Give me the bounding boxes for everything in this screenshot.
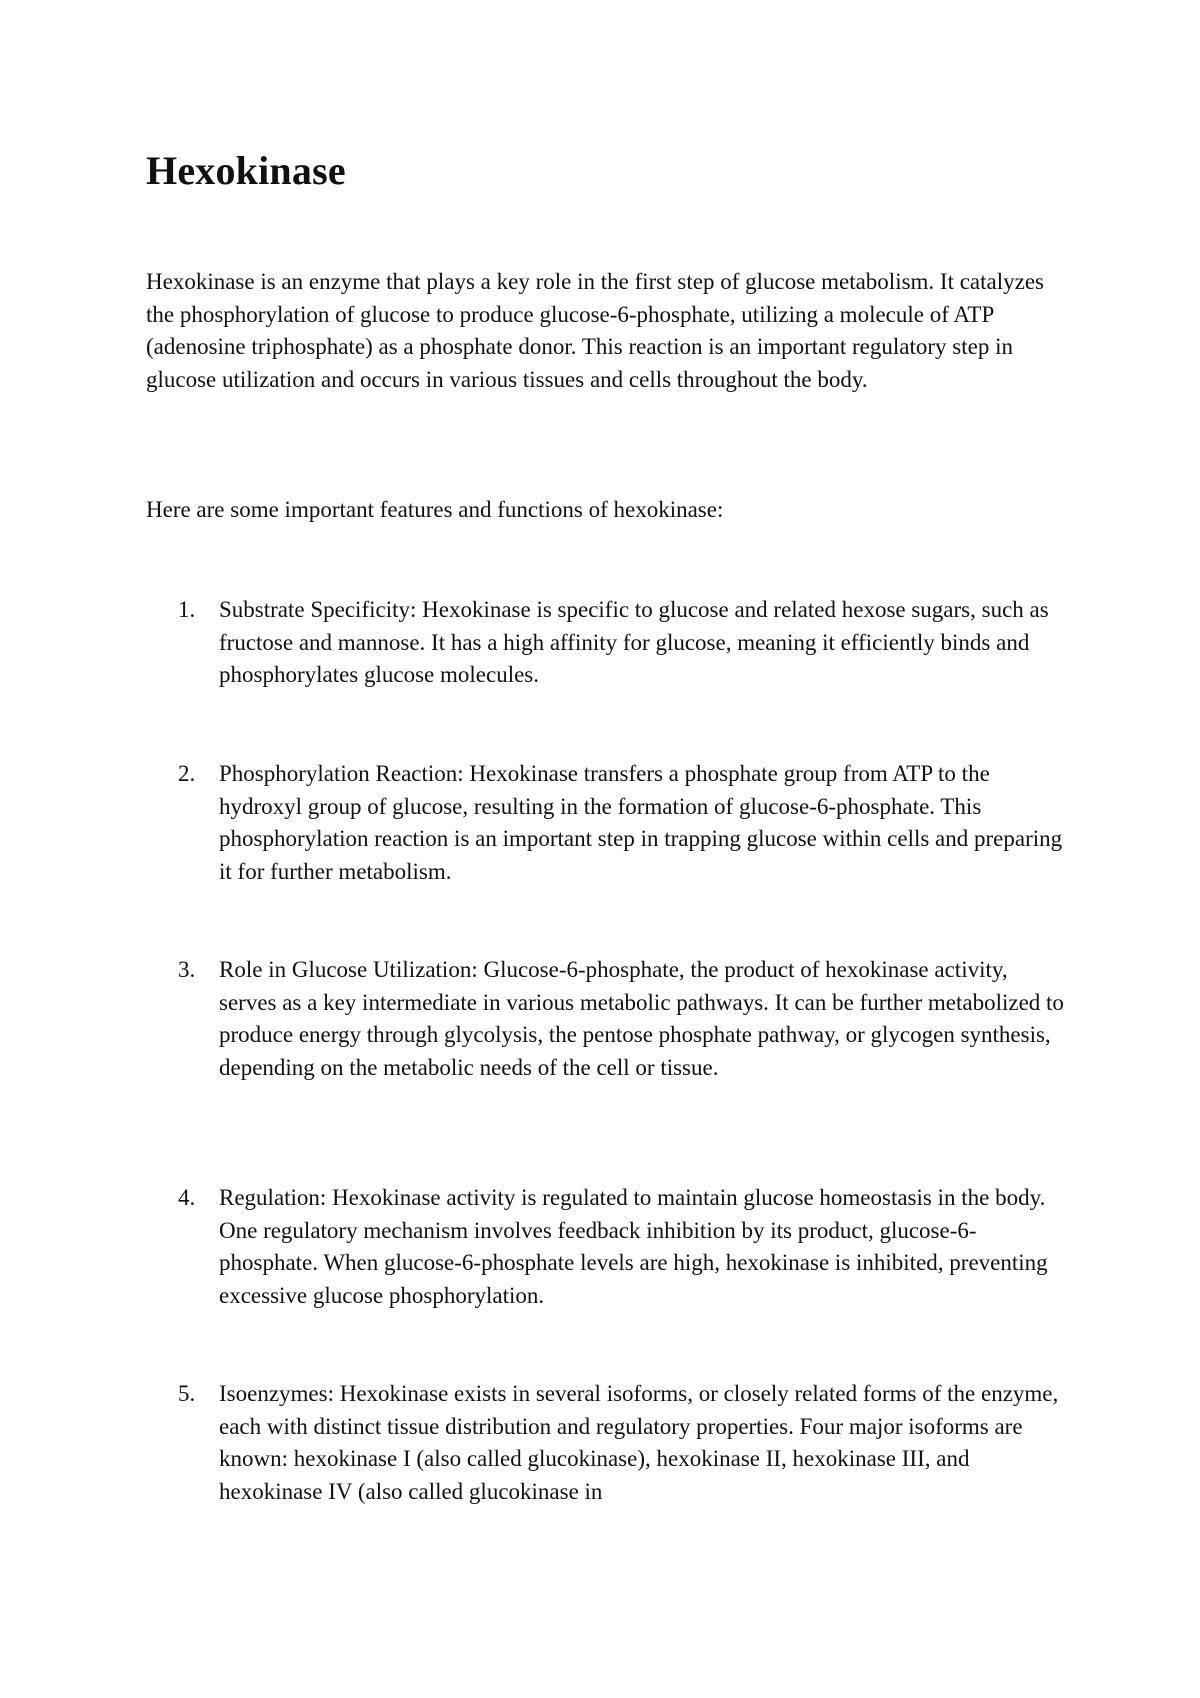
list-item xyxy=(146,1378,1076,1509)
list-item-number: 1. xyxy=(178,597,196,622)
list-item-number: 4. xyxy=(178,1185,196,1210)
list-item xyxy=(146,1182,1076,1313)
list-item-text: Regulation: Hexokinase activity is regulated to maintain glucose homeostasis in the body. One regulatory mechanism involves feedback inhibition by its product, glucose-6-phosphate. When glucose-6-phosphate levels are high, hexokinase is inhibited, preventing excessive glucose phosphorylation. xyxy=(219,1185,1048,1309)
list-item-number: 2. xyxy=(178,761,196,786)
list-item xyxy=(146,758,1076,889)
list-item-text: Phosphorylation Reaction: Hexokinase transfers a phosphate group from ATP to the hydroxyl group of glucose, resulting in the formation of glucose-6-phosphate. This phosphorylation reaction is an important step in trapping glucose within cells and preparing it for further metabolism. xyxy=(219,761,1063,885)
list-item-text: Role in Glucose Utilization: Glucose-6-phosphate, the product of hexokinase activity, serves as a key intermediate in various metabolic pathways. It can be further metabolized to produce energy through glycolysis, the pentose phosphate pathway, or glycogen synthesis, depending on the metabolic needs of the cell or tissue. xyxy=(219,957,1064,1081)
list-item-number: 5. xyxy=(178,1381,196,1406)
list-item xyxy=(146,954,1076,1085)
page-title: Hexokinase xyxy=(146,148,346,193)
list-item-text: Isoenzymes: Hexokinase exists in several isoforms, or closely related forms of the enzyme, each with distinct tissue distribution and regulatory properties. Four major isoforms are known: hexokinase I (also called glucokinase), hexokinase II, hexokinase III, and hexokinase IV (also called glucokinase in xyxy=(219,1381,1059,1505)
features-lead-paragraph: Here are some important features and functions of hexokinase: xyxy=(146,497,724,522)
list-item-text: Substrate Specificity: Hexokinase is specific to glucose and related hexose sugars, such as fructose and mannose. It has a high affinity for glucose, meaning it efficiently binds and phosphorylates glucose molecules. xyxy=(219,597,1049,688)
intro-paragraph: Hexokinase is an enzyme that plays a key role in the first step of glucose metabolism. It catalyzes the phosphorylation of glucose to produce glucose-6-phosphate, utilizing a molecule of ATP (adenosine triphosphate) as a phosphate donor. This reaction is an important regulatory step in glucose utilization and occurs in various tissues and cells throughout the body. xyxy=(146,269,1044,393)
list-item-number: 3. xyxy=(178,957,196,982)
list-item xyxy=(146,594,1076,692)
